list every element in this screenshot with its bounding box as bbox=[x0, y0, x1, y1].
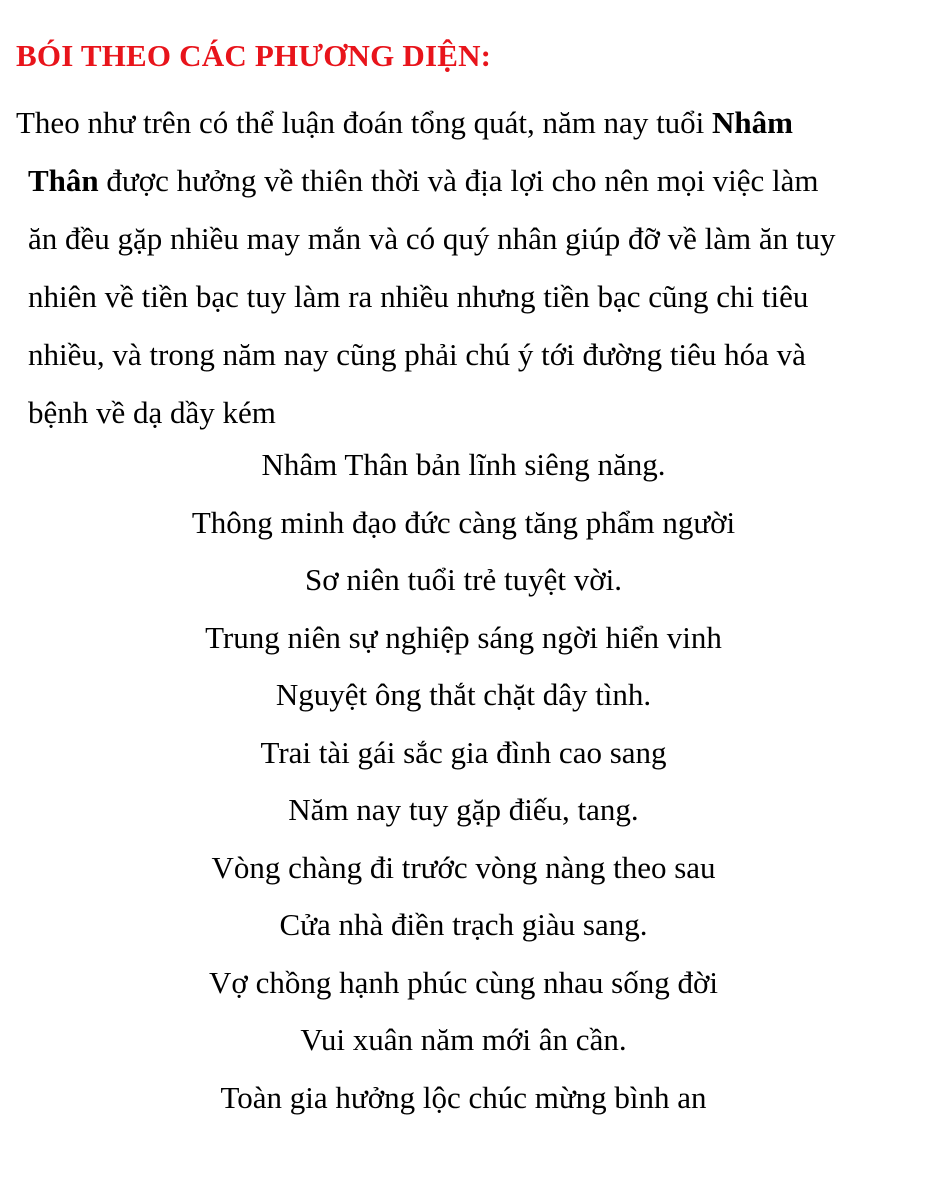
poem-verse: Năm nay tuy gặp điếu, tang. bbox=[288, 792, 639, 827]
poem-block bbox=[0, 436, 927, 1126]
fortune-paragraph bbox=[16, 94, 911, 442]
poem-verse: Vòng chàng đi trước vòng nàng theo sau bbox=[211, 849, 716, 885]
poem-verse: Thông minh đạo đức càng tăng phẩm người bbox=[191, 504, 736, 540]
poem-verse: Sơ niên tuổi trẻ tuyệt vời. bbox=[305, 562, 622, 597]
paragraph-line-4: nhiên về tiền bạc tuy làm ra nhiều nhưng tiền bạc cũng chi tiêu bbox=[28, 279, 809, 314]
poem-verse: Nhâm Thân bản lĩnh siêng năng. bbox=[261, 447, 666, 482]
paragraph-line-2 bbox=[16, 152, 911, 210]
paragraph-bold-than: Thân bbox=[28, 163, 99, 198]
poem-verse: Cửa nhà điền trạch giàu sang. bbox=[279, 907, 648, 942]
paragraph-line-6: bệnh về dạ dầy kém bbox=[28, 395, 276, 430]
poem-verse: Vui xuân năm mới ân cần. bbox=[300, 1022, 627, 1057]
paragraph-line-5: nhiều, và trong năm nay cũng phải chú ý tới đường tiêu hóa và bbox=[28, 337, 806, 372]
paragraph-line-1 bbox=[16, 94, 911, 152]
poem-verse: Vợ chồng hạnh phúc cùng nhau sống đời bbox=[209, 964, 718, 1000]
section-heading: BÓI THEO CÁC PHƯƠNG DIỆN: bbox=[16, 38, 492, 73]
paragraph-line-2-text: được hưởng về thiên thời và địa lợi cho nên mọi việc làm bbox=[98, 163, 819, 198]
poem-verse: Nguyệt ông thắt chặt dây tình. bbox=[275, 677, 652, 712]
paragraph-line-3: ăn đều gặp nhiều may mắn và có quý nhân giúp đỡ về làm ăn tuy bbox=[28, 221, 836, 256]
poem-verse: Trai tài gái sắc gia đình cao sang bbox=[260, 734, 667, 770]
paragraph-bold-nham: Nhâm bbox=[712, 105, 793, 140]
paragraph-line-1-text: Theo như trên có thể luận đoán tổng quát, năm nay tuổi bbox=[16, 105, 713, 140]
poem-verse: Trung niên sự nghiệp sáng ngời hiển vinh bbox=[205, 619, 722, 655]
poem-verse: Toàn gia hưởng lộc chúc mừng bình an bbox=[220, 1079, 707, 1115]
